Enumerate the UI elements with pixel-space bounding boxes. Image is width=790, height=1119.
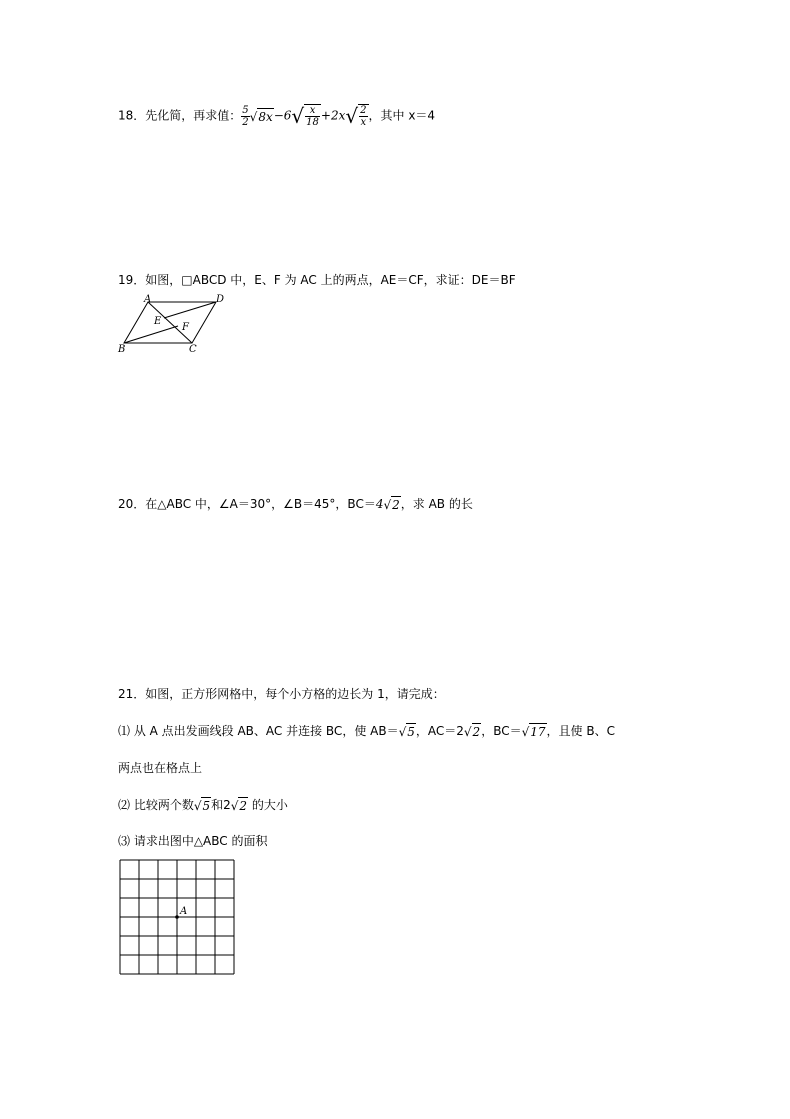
label-e: E [154, 316, 162, 327]
q20-coef: 4 [375, 497, 384, 511]
point-a [175, 915, 179, 919]
q20-text: 20．在△ABC 中，∠A＝30°，∠B＝45°，BC＝ [118, 497, 376, 511]
sqrt-2: √2 [463, 725, 481, 739]
q18-prefix: 18．先化简，再求值： [118, 108, 242, 123]
var-x: x [338, 108, 346, 123]
label-a: A [180, 906, 188, 917]
label-f: F [182, 322, 189, 333]
q19-line [118, 272, 516, 288]
sqrt-x-over-18: √ $\frac{x}{18}$ [291, 104, 319, 128]
sqrt-2-over-x: √ $\frac{2}{x}$ [345, 104, 367, 128]
q21-title: 21．如图，正方形网格中，每个小方格的边长为 1，请完成： [118, 687, 445, 701]
q20-suffix: ，求 AB 的长 [400, 497, 473, 511]
q19-prefix: 19．如图， [118, 273, 182, 287]
plus-2: +2 [320, 108, 339, 123]
sqrt-2: √2 [383, 498, 400, 512]
sqrt-5: √5 [193, 799, 211, 813]
q20-line [118, 496, 473, 513]
sqrt-17: √17 [521, 725, 546, 739]
q21-part1-continued: 两点也在格点上 [118, 761, 203, 775]
q19-text: ABCD 中，E、F 为 AC 上的两点，AE＝CF，求证：DE＝BF [192, 273, 516, 287]
label-a: A [144, 294, 152, 305]
q18-line [118, 104, 435, 128]
label-d: D [216, 294, 225, 305]
sqrt-8x: √8x [249, 109, 273, 124]
q21-part3: ⑶ 请求出图中△ABC 的面积 [118, 834, 268, 848]
square-grid-figure [119, 859, 237, 975]
label-b: B [118, 344, 126, 355]
label-c: C [189, 344, 197, 355]
fraction-5-2: $\frac{5}{2}$ [242, 104, 249, 128]
parallelogram-figure [116, 293, 228, 355]
q18-suffix: ，其中 x＝4 [368, 108, 436, 123]
minus-6: −6 [273, 108, 292, 123]
q21-part1: ⑴ 从 A 点出发画线段 AB、AC 并连接 BC，使 AB＝√5，AC＝2√2，BC＝√17，且使 B、C [118, 724, 615, 739]
sqrt-2: √2 [230, 799, 248, 813]
q21-part2: ⑵ 比较两个数√5和2√2 的大小 [118, 798, 288, 813]
sqrt-5: √5 [398, 725, 415, 739]
parallelogram-symbol: □ [181, 273, 193, 287]
